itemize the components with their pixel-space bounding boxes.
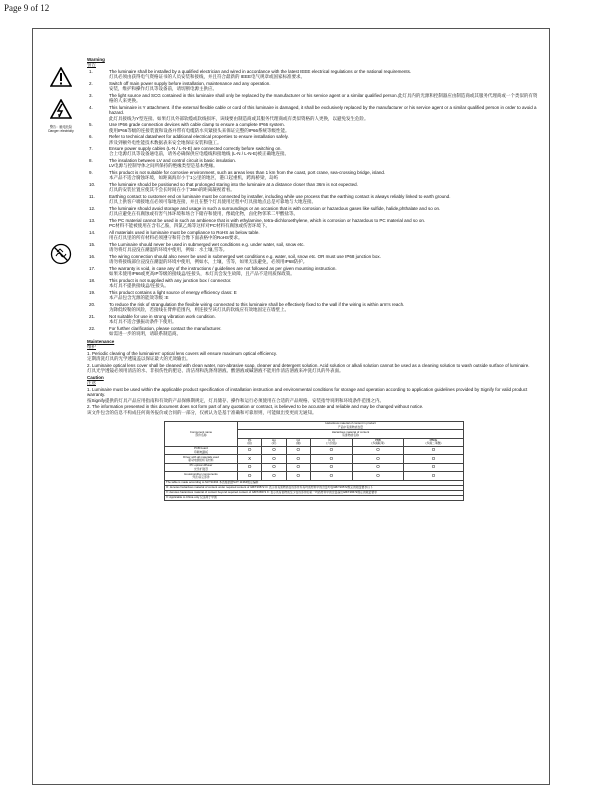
- rohs-substance-symbol: PBDE: [429, 438, 438, 443]
- warning-item-body: [109, 218, 541, 229]
- rohs-mark: X: [238, 455, 262, 463]
- warning-item-en: Use IP66 grade connection devices with cable clamp to ensure a complete IP66 system.: [109, 122, 285, 128]
- electricity-caption: 警告：触电危险 Danger: electricity: [48, 125, 74, 133]
- maintenance-title-zh: 维护: [87, 343, 96, 349]
- warning-item-number: 7.: [89, 146, 93, 152]
- warning-item: [87, 105, 541, 121]
- warning-item-body: [109, 122, 541, 133]
- rohs-substance-zh: (镉): [295, 441, 301, 446]
- rohs-mark: O: [262, 463, 286, 471]
- warning-item-number: 6.: [89, 134, 93, 140]
- rohs-mark: O: [403, 472, 463, 480]
- warning-item-zh: 涉及到额外电性能技术数据表来安全地保证安装和施工。: [109, 139, 222, 145]
- warning-item: [87, 146, 541, 157]
- warning-item: [87, 278, 541, 289]
- warning-item-zh: 灯具应避免在有腐蚀或有害气体环境和场合下储存和使用，像硫化物，卤化物邻苯二甲酸盐等。: [109, 211, 298, 217]
- maintenance-item: 1. Periodic clearing of the luminaires' optical lens covers will ensure maximum optical efficiency. 定期清洗灯具的光学透镜盖以保证最大的光效输出。: [87, 350, 278, 361]
- rohs-table: [164, 421, 464, 501]
- rohs-substance-header: [403, 438, 463, 446]
- warning-item-number: 1.: [89, 68, 93, 74]
- warning-item-body: [109, 81, 541, 92]
- warning-item-en: Ensure power supply cables (L-N / L-N-E) are connected correctly before switching on.: [109, 146, 282, 152]
- warning-item: [87, 242, 541, 253]
- warning-item-en: Earthing contact to customer end on luminaire must be connected by installer, including while use process that the earthing contact is always reliably linked to earth ground.: [109, 194, 451, 200]
- warning-item-number: 17.: [89, 266, 96, 272]
- warning-item-zh: 此灯具接线为Y型连接。如果灯具外部软缆或软线损坏，该线要由制造商或其服务代理商或有类似资格的人更换，以避免发生危险。: [109, 115, 369, 121]
- warning-item-zh: 如果未使用IP66或更高IP等级的接线盒/连接头，本灯具会发生故障，且产品不适用质保政策。: [109, 271, 295, 277]
- warning-item-zh: 灯具上供客户端接地点必须可靠地连接，并且在整个灯具使用过程中灯具接地点总是可靠地与大地连接。: [109, 199, 316, 205]
- warning-item-number: 3.: [89, 92, 93, 98]
- warning-item-en: The luminaire should be positioned so that prolonged staring into the luminaire at a distance closer than 36m is not expected.: [109, 182, 358, 188]
- warning-title-en: Warning: [87, 57, 105, 62]
- warning-item-en: This product contains a light source of energy efficiency class: E: [109, 290, 237, 295]
- rohs-mark: O: [262, 472, 286, 480]
- caution-title-zh: 注意: [87, 380, 96, 386]
- maintenance-title-en: Maintenance: [87, 338, 115, 344]
- rohs-mark: O: [262, 455, 286, 463]
- warning-item-body: [109, 69, 541, 80]
- warning-item-zh: 本产品不适合腐蚀环境，如距离海岸小于1公里的地区，港口起重机，跨海桥梁，岛屿: [109, 175, 278, 181]
- rohs-substance-zh: (多溴二苯醚): [425, 441, 442, 446]
- warning-item-number: 4.: [89, 104, 93, 110]
- rohs-component-name: PC optical diffuser 光学扩散罩: [165, 463, 238, 471]
- electricity-danger-icon: [43, 99, 79, 133]
- warning-item: [87, 254, 541, 265]
- rohs-substance-symbol: Pb: [247, 438, 252, 443]
- rohs-mark: O: [238, 463, 262, 471]
- warning-item-en: To reduce the risk of strangulation the flexible wiring connected to this luminaire shall be effectively fixed to the wall if the wiring is within arm's reach.: [109, 301, 405, 307]
- rohs-mark: O: [286, 463, 310, 471]
- rohs-component-header: Component name 部件名称: [165, 421, 238, 446]
- warning-item-body: [109, 326, 541, 337]
- rohs-mark: O: [352, 455, 403, 463]
- warning-item-number: 22.: [89, 325, 96, 331]
- warning-item: [87, 93, 541, 104]
- document-frame: [32, 28, 550, 785]
- caution-title-en: Caution: [87, 375, 104, 381]
- rohs-sub-header: Hazardous material of content 有害物质名称: [238, 430, 464, 438]
- rohs-mark: O: [310, 455, 352, 463]
- rohs-substance-zh: (汞): [271, 441, 277, 446]
- rohs-note: O: denotes hazardous material of content under required content of GB/T26572 O: 表示该有害物质在该部件所有均质材料中的含量均在GB/T26572规定的限量要求以下: [165, 485, 464, 490]
- rohs-mark: O: [238, 447, 262, 455]
- warning-item: [87, 326, 541, 337]
- warning-item-zh: PC材料不能被使用在含有乙胺，四氯乙烯等这样对PC材料有腐蚀或伤害环境下。: [109, 223, 270, 229]
- warning-item-body: [109, 194, 541, 205]
- warning-item: [87, 302, 541, 313]
- warning-item-number: 12.: [89, 206, 96, 212]
- rohs-mark: O: [286, 447, 310, 455]
- caution-item: 1. Luminaire must be used within the applicable product specification of installation instruction and environmental conditions for storage and operation according to application guidelines provided by Signify for valid product warranty. 按Signify提供的灯具产品应用指南和有效的产品保修期规定，灯具储存、操作和运行必须使用在合适的产品规格、安装指导说明和环境条件范围之内。: [87, 387, 528, 403]
- caution-item: 2. The information presented in this document does not form part of any quotation or contract, is believed to be accurate and reliable and may be changed without notice. 该文件包含的信息不构成任何商务报价或合同的一部分，仅被认为是基于准确和可靠原则，可能做出变更而无通知。: [87, 404, 424, 415]
- warning-item: [87, 230, 541, 241]
- warning-item-body: [109, 242, 541, 253]
- rohs-mark: O: [403, 447, 463, 455]
- warning-item-body: [109, 134, 541, 145]
- rohs-substance-symbol: Cd: [296, 438, 301, 443]
- warning-item-body: [109, 302, 541, 313]
- warning-item-number: 21.: [89, 313, 96, 319]
- warning-item-body: [109, 206, 541, 217]
- warning-item-zh: 请勿将灯具浸没在潮湿的环境中使用，例如：水土壤,雪等。: [109, 247, 228, 253]
- rohs-mark: O: [310, 463, 352, 471]
- rohs-substance-header: [310, 438, 352, 446]
- warning-item-en: The warranty is void, in case any of the instructions / guidelines are not followed as per given mounting instruction.: [109, 266, 337, 272]
- warning-item-en: The wiring connection should also never be used in submerged wet conditions e.g. water, soil, snow etc. OR must use IP68 junction box.: [109, 254, 381, 260]
- warning-item-number: 8.: [89, 158, 93, 164]
- warning-item-en: The luminaire should avoid storage and usage in such a surroundings or an occasion that is with corrosion or hazardous gases like sulfide, halide,phthalate and so on.: [109, 206, 441, 212]
- warning-item-zh: 用在灯具里的所有材料必须遵守和符合像下面表格中的RoHS要求。: [109, 235, 243, 241]
- rohs-mark: O: [286, 472, 310, 480]
- warning-item: [87, 134, 541, 145]
- warning-item-en: This product is not supplied with any junction box / connector.: [109, 278, 232, 284]
- warning-item-number: 14.: [89, 230, 96, 236]
- warning-item: [87, 170, 541, 181]
- rohs-substance-symbol: Cr VI: [328, 438, 335, 443]
- warning-item-en: The luminaire shall be installed by a qualified electrician and wired in accordance with the latest IEEE electrical regulations or the national requirements.: [109, 68, 412, 74]
- warning-item-body: [109, 266, 541, 277]
- warning-item-en: The Luminaire should never be used in submerged wet conditions e.g. under water, soil, snow etc.: [109, 242, 305, 248]
- warning-item-body: [109, 158, 541, 169]
- rohs-row: [165, 463, 464, 471]
- warning-item-body: [109, 182, 541, 193]
- warning-item-zh: 为降低绞勒的风险，若接线在臂伸范围内，则连接至该灯具的软线应有效地固定在墙壁上。: [109, 307, 289, 313]
- rohs-note: X: denotes hazardous material of content beyond required content of GB/T26572 X: 表示该有害物质至少在该部件的某一均质材料中的含量超出GB/T26572规定的限量要求: [165, 490, 464, 495]
- rohs-substance-header: [352, 438, 403, 446]
- warning-item: [87, 81, 541, 92]
- warning-item-en: The light source and SCG contained in this luminaire shall only be replaced by the manufacturer or his service agent or a similar qualified person.此灯具内的光源和控制器应由制造商或其服务代理商或一个类似的有资格的人来更换。: [109, 92, 538, 104]
- page-number: Page 9 of 12: [4, 3, 50, 13]
- rohs-mark: O: [403, 455, 463, 463]
- warning-item-number: 2.: [89, 80, 93, 86]
- warning-item-zh: 本产品包含光源的能效等级 :E: [109, 295, 169, 301]
- rohs-substance-header: [238, 438, 262, 446]
- warning-item-body: [109, 93, 541, 104]
- warning-item-number: 5.: [89, 122, 93, 128]
- rohs-mark: O: [310, 472, 352, 480]
- warning-item-body: [109, 290, 541, 301]
- rohs-mark: O: [352, 472, 403, 480]
- warning-item: [87, 266, 541, 277]
- rohs-mark: O: [352, 463, 403, 471]
- rohs-row: [165, 472, 464, 480]
- warning-item-en: This luminaire is Y attachment. if the external flexible cable or cord of this luminaire is damaged, it shall be exclusively replaced by the manufacturer or his service agent or a similar qualified person in order to avoid a hazard.: [109, 104, 537, 116]
- no-corrosive-environment-icon: [43, 243, 79, 270]
- warning-item-zh: LV电源与控制导体之间所保持的绝缘类型是基本绝缘。: [109, 163, 218, 169]
- warning-item-en: The PC material cannot be used in such an ambience that is with ethylamine, tetra-dichloroethylene, which is corrosion or hazardous to PC material and so on.: [109, 218, 426, 224]
- warning-item-zh: 本灯具不提供接线盒/连接头。: [109, 283, 169, 289]
- warning-item-number: 20.: [89, 301, 96, 307]
- rohs-substance-zh: (多溴联苯): [371, 441, 385, 446]
- warning-item-zh: 灯具的安装位置应使其不会长时间在小于36m的距离凝视着看。: [109, 187, 235, 193]
- rohs-substance-header: [286, 438, 310, 446]
- warning-item-number: 15.: [89, 242, 96, 248]
- rohs-component-name: Driver with all materials used 驱动电源的所有材料: [165, 455, 238, 463]
- rohs-row: [165, 455, 464, 463]
- maintenance-item: 2. Luminaire optical lens cover shall be cleaned with clean water, non-abrasive soap, cleaner and detergent solution. Acid solution or alkali solution cannot be used as a cleaning solution to wash outside surface of luminaire. 灯具光学透镜必须用清洁的水、非损伤性的肥皂、清洁剂和洗涤剂溶液。酸溶液或碱溶液不能用作清洁溶液来冲洗灯具的外表面。: [87, 362, 530, 373]
- warning-item-body: [109, 254, 541, 265]
- warning-list: [87, 69, 541, 337]
- warning-item-zh: 合上电源灯具等设备通电前，请务必确保供应电缆线和接地线 (L-N / L-N-E)被正确地连接。: [109, 151, 289, 157]
- warning-item-zh: 灯具必须由获得电气资格证书的人员安装和接线，并且符合最新的 IEEE电气规章或国家标准要求。: [109, 74, 306, 80]
- warning-item: [87, 314, 541, 325]
- warning-title-zh: 警告: [87, 62, 96, 68]
- warning-item-en: For further clarification, please contact the manufacturer.: [109, 325, 222, 331]
- warning-item: [87, 182, 541, 193]
- warning-item: [87, 158, 541, 169]
- warning-item: [87, 206, 541, 217]
- warning-item: [87, 69, 541, 80]
- warning-item-body: [109, 146, 541, 157]
- warning-item-number: 11.: [89, 194, 95, 200]
- warning-item: [87, 290, 541, 301]
- warning-item-en: The insulation between LV and control circuit is basic insulation.: [109, 158, 236, 164]
- rohs-substance-zh: (铅): [247, 441, 252, 446]
- warning-item-en: Not suitable for use in strong vibration work condition.: [109, 313, 216, 319]
- warning-item-number: 10.: [89, 182, 96, 188]
- warning-item-zh: 使用IP66等级的连接装置和设备并带有电缆防水夹紧接头来保证完整的IP66系统等级性能。: [109, 127, 290, 133]
- rohs-mark: O: [352, 447, 403, 455]
- warning-item-zh: 如需进一步的说明，请联系制造商。: [109, 331, 181, 337]
- rohs-mark: O: [262, 447, 286, 455]
- warning-item-number: 13.: [89, 218, 96, 224]
- warning-item-number: 16.: [89, 254, 96, 260]
- rohs-row: [165, 447, 464, 455]
- warning-item: [87, 218, 541, 229]
- warning-item-number: 18.: [89, 278, 96, 284]
- rohs-note: The table is made according to SJ/T11364 本表格依据SJ/T 11364规定编制: [165, 480, 464, 485]
- warning-item-zh: 安装，维护和操作灯具等设备前，请切断电源主供应。: [109, 86, 217, 92]
- rohs-mark: O: [403, 463, 463, 471]
- rohs-substance-zh: (六价铬): [326, 441, 337, 446]
- rohs-substance-header: [262, 438, 286, 446]
- rohs-component-name: Housing/other components 外壳/其它部件: [165, 472, 238, 480]
- warning-item-body: [109, 278, 541, 289]
- warning-item-body: [109, 230, 541, 241]
- rohs-mark: O: [286, 455, 310, 463]
- rohs-substance-symbol: PBB: [375, 438, 381, 443]
- rohs-component-name: PCB board 印刷电路板: [165, 447, 238, 455]
- document-content: [87, 57, 541, 501]
- warning-item-en: Switch off main power supply before installation, maintenance and any operation.: [109, 80, 271, 86]
- warning-item-en: This product is not suitable for corrosive environment, such as areas less than 1 km from the coast, port crane, sea-crossing bridge, island.: [109, 170, 386, 176]
- warning-item-body: [109, 105, 541, 121]
- general-warning-icon: [43, 67, 79, 92]
- rohs-top-header: Hazardous material of content in product 产品中有害物质含量: [238, 421, 464, 429]
- warning-item-body: [109, 170, 541, 181]
- rohs-mark: O: [238, 472, 262, 480]
- rohs-mark: O: [310, 447, 352, 455]
- warning-item-body: [109, 314, 541, 325]
- rohs-note: X: Applicable to China only 仅适用于中国: [165, 495, 464, 500]
- warning-item-number: 9.: [89, 170, 93, 176]
- warning-item-en: All materials used in luminaire must be compliance to RoHS as below table.: [109, 230, 260, 236]
- warning-item: [87, 122, 541, 133]
- warning-item-zh: 请勿将接线部位浸没在潮湿的环境中使用，例如水，土壤，雪等，如果无法避免，必须用IP68防护。: [109, 259, 308, 265]
- rohs-substance-symbol: Hg: [272, 438, 276, 443]
- warning-item-zh: 本灯具不适合强振动条件下使用。: [109, 319, 177, 325]
- warning-item-number: 19.: [89, 290, 96, 295]
- warning-item: [87, 194, 541, 205]
- warning-item-en: Refer to technical datasheet for additional electrical properties to ensure installation safely.: [109, 134, 289, 140]
